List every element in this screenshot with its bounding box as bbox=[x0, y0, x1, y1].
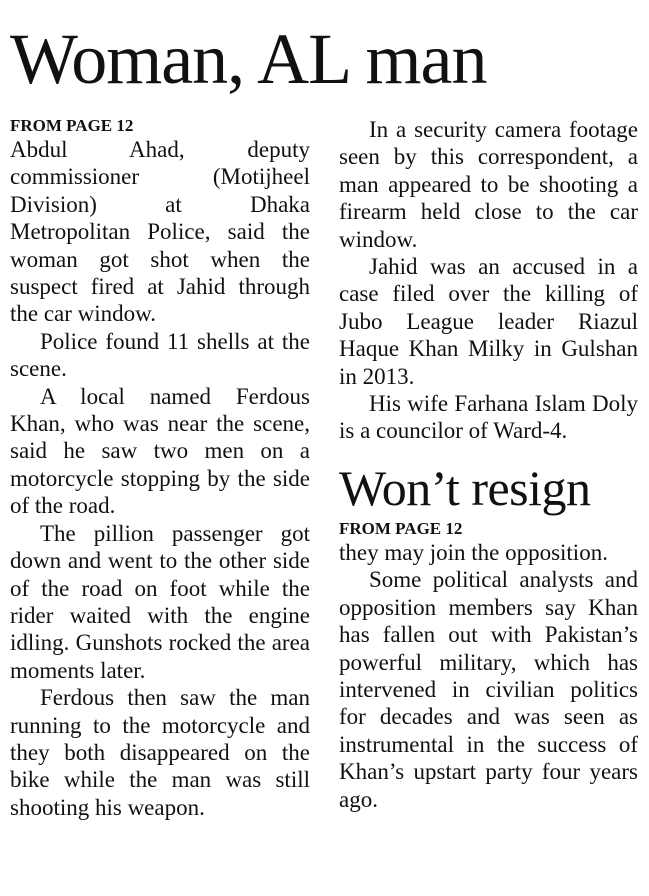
headline-woman-al-man: Woman, AL man bbox=[10, 19, 487, 99]
story1-paragraph-5: Ferdous then saw the man running to the motorcycle and they both disappeared on the bike while the man was still shooting his weapon. bbox=[10, 685, 310, 820]
story1-left-column bbox=[10, 116, 310, 821]
right-column bbox=[339, 116, 638, 813]
story1-paragraph-1: Abdul Ahad, deputy commissioner (Motijheel Division) at Dhaka Metropolitan Police, said the woman got shot when the suspect fired at Jahid through the car window. bbox=[10, 137, 310, 327]
story2-paragraph-2: Some political analysts and opposition members say Khan has fallen out with Pakistan’s powerful military, which has intervened in civilian politics for decades and was seen as instrumental in the success of Khan’s upstart party four years ago. bbox=[339, 567, 638, 812]
story1-paragraph-2: Police found 11 shells at the scene. bbox=[10, 328, 310, 382]
story1-paragraph-6: In a security camera footage seen by this correspondent, a man appeared to be shooting a firearm held close to the car window. bbox=[339, 117, 638, 252]
story2-paragraph-1: they may join the opposition. bbox=[339, 539, 608, 565]
story1-paragraph-7: Jahid was an accused in a case filed over the killing of Jubo League leader Riazul Haque Khan Milky in Gulshan in 2013. bbox=[339, 254, 638, 389]
headline-wont-resign: Won’t resign bbox=[339, 459, 591, 516]
story1-kicker: FROM PAGE 12 bbox=[10, 116, 134, 135]
story2-kicker: FROM PAGE 12 bbox=[339, 518, 463, 538]
story1-paragraph-3: A local named Ferdous Khan, who was near the scene, said he saw two men on a motorcycle stopping by the side of the road. bbox=[10, 383, 310, 519]
story1-paragraph-8: His wife Farhana Islam Doly is a councilor of Ward-4. bbox=[339, 391, 638, 444]
story1-paragraph-4: The pillion passenger got down and went to the other side of the road on foot while the rider waited with the engine idling. Gunshots rocked the area moments later. bbox=[10, 520, 310, 683]
